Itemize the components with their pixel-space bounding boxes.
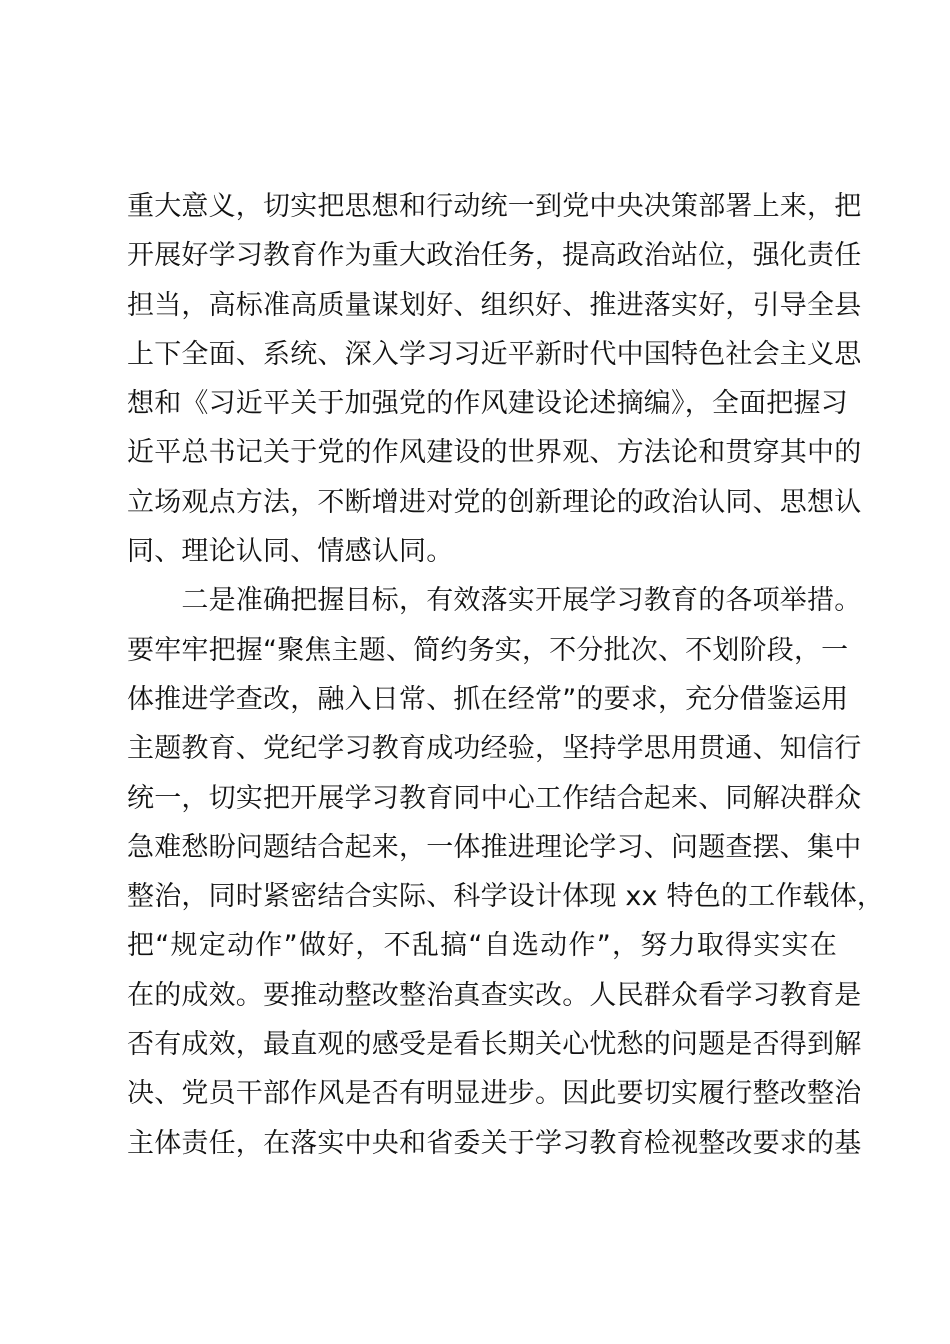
text-line: 把“规定动作”做好，不乱搞“自选动作”，努力取得实实在 xyxy=(127,930,837,962)
text-line: 主体责任，在落实中央和省委关于学习教育检视整改要求的基 xyxy=(127,1127,862,1159)
text-line: 主题教育、党纪学习教育成功经验，坚持学思用贯通、知信行 xyxy=(127,733,862,765)
text-line: 统一，切实把开展学习教育同中心工作结合起来、同解决群众 xyxy=(127,782,862,814)
text-line: 决、党员干部作风是否有明显进步。因此要切实履行整改整治 xyxy=(127,1078,862,1110)
text-line: 上下全面、系统、深入学习习近平新时代中国特色社会主义思 xyxy=(127,338,862,370)
text-line: 要牢牢把握“聚焦主题、简约务实，不分批次、不划阶段，一 xyxy=(127,634,849,666)
text-line: 重大意义，切实把思想和行动统一到党中央决策部署上来，把 xyxy=(127,191,862,222)
text-line: 急难愁盼问题结合起来，一体推进理论学习、问题查摆、集中 xyxy=(127,831,862,863)
text-line: 在的成效。要推动整改整治真查实改。人民群众看学习教育是 xyxy=(127,979,862,1011)
text-line: 同、理论认同、情感认同。 xyxy=(127,536,454,568)
text-line: 担当，高标准高质量谋划好、组织好、推进落实好，引导全县 xyxy=(127,289,862,321)
text-line: 想和《习近平关于加强党的作风建设论述摘编》，全面把握习 xyxy=(127,388,848,420)
text-line: 立场观点方法，不断增进对党的创新理论的政治认同、思想认 xyxy=(127,486,862,518)
text-line: 整治，同时紧密结合实际、科学设计体现 xx 特色的工作载体， xyxy=(127,881,885,913)
body-text xyxy=(127,182,885,1168)
text-line: 体推进学查改，融入日常、抓在经常”的要求，充分借鉴运用 xyxy=(127,683,849,715)
paragraph-start-line: 二是准确把握目标，有效落实开展学习教育的各项举措。 xyxy=(127,585,862,617)
text-line: 开展好学习教育作为重大政治任务，提高政治站位，强化责任 xyxy=(127,240,862,272)
text-line: 否有成效，最直观的感受是看长期关心忧愁的问题是否得到解 xyxy=(127,1029,862,1061)
text-line: 近平总书记关于党的作风建设的世界观、方法论和贯穿其中的 xyxy=(127,437,862,469)
